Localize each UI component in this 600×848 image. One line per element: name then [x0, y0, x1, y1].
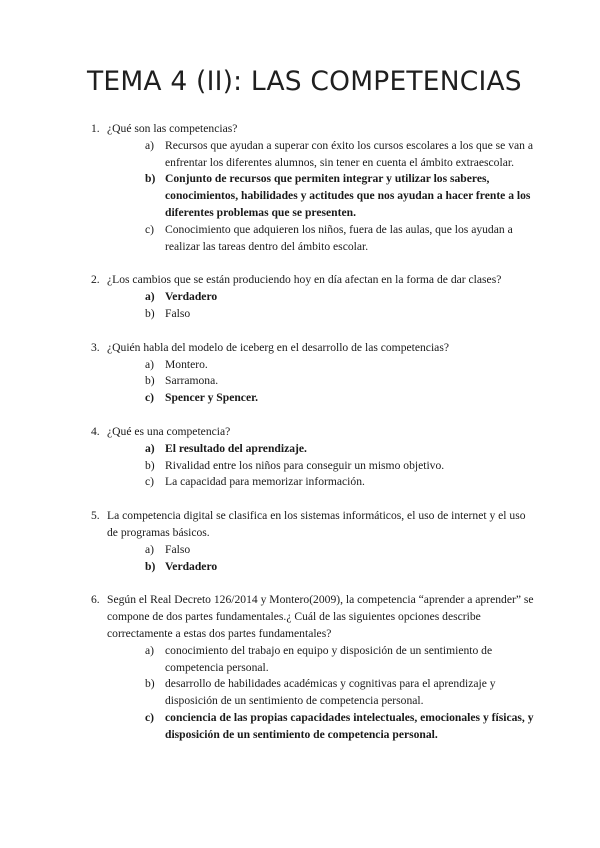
question-number: 3.: [91, 340, 100, 354]
option-letter: b): [145, 559, 156, 573]
option-text: Rivalidad entre los niños para conseguir un mismo objetivo.: [165, 458, 445, 472]
question-item: [88, 272, 538, 322]
answer-option: [145, 357, 538, 374]
question-item: [88, 121, 538, 255]
option-text: Conocimiento que adquieren los niños, fuera de las aulas, que los ayudan a realizar las tareas dentro del ámbito escolar.: [165, 222, 513, 253]
option-text: Sarramona.: [165, 374, 219, 388]
option-letter: a): [145, 542, 155, 556]
option-letter: b): [145, 374, 155, 388]
option-letter: b): [145, 172, 156, 186]
question-item: [88, 508, 538, 575]
question-item: [88, 592, 538, 743]
answer-option: [145, 373, 538, 390]
answer-options: [107, 357, 538, 407]
option-text: conocimiento del trabajo en equipo y disposición de un sentimiento de competencia personal.: [165, 643, 493, 674]
page-title: TEMA 4 (II): LAS COMPETENCIAS: [87, 66, 522, 97]
option-letter: a): [145, 138, 155, 152]
option-text: conciencia de las propias capacidades intelectuales, emocionales y físicas, y disposición de un sentimiento de competencia personal.: [165, 710, 534, 741]
option-text: La capacidad para memorizar información.: [165, 475, 365, 489]
answer-option-correct: [145, 289, 538, 306]
option-text: Recursos que ayudan a superar con éxito los cursos escolares a los que se van a enfrentar los diferentes alumnos, sin tener en cuenta el ámbito extraescolar.: [165, 138, 533, 169]
question-text: ¿Qué es una competencia?: [107, 424, 231, 438]
option-text: Verdadero: [165, 290, 218, 304]
option-letter: a): [145, 643, 155, 657]
question-text: ¿Qué son las competencias?: [107, 122, 238, 135]
question-number: 2.: [91, 273, 100, 287]
option-text: Verdadero: [165, 559, 218, 573]
option-text: Conjunto de recursos que permiten integrar y utilizar los saberes, conocimientos, habilidades y actitudes que nos ayudan a hacer frente a los diferentes problemas que se presenten.: [165, 172, 531, 219]
answer-options: [107, 643, 538, 744]
option-letter: c): [145, 710, 155, 724]
question-text: Según el Real Decreto 126/2014 y Montero(2009), la competencia “aprender a aprender” se compone de dos partes fundamentales.¿ Cuál de las siguientes opciones describe correctamente a estas dos partes fundamentales?: [107, 593, 534, 640]
option-text: Falso: [165, 542, 191, 556]
answer-option: [145, 306, 538, 323]
question-item: [88, 424, 538, 491]
option-letter: b): [145, 458, 155, 472]
option-text: Montero.: [165, 357, 208, 371]
option-text: desarrollo de habilidades académicas y cognitivas para el aprendizaje y disposición de un sentimiento de competencia personal.: [165, 677, 496, 708]
option-letter: a): [145, 357, 155, 371]
answer-option-correct: [145, 171, 538, 221]
question-text: ¿Quién habla del modelo de iceberg en el desarrollo de las competencias?: [107, 340, 449, 354]
answer-option-correct: [145, 390, 538, 407]
answer-options: [107, 138, 538, 256]
answer-option: [145, 222, 538, 256]
question-list: [88, 121, 538, 761]
option-letter: a): [145, 290, 155, 304]
question-number: 6.: [91, 593, 100, 607]
answer-option-correct: [145, 710, 538, 744]
question-text: La competencia digital se clasifica en los sistemas informáticos, el uso de internet y el uso de programas básicos.: [107, 509, 526, 539]
option-letter: b): [145, 677, 155, 691]
answer-options: [107, 289, 538, 323]
answer-option: [145, 643, 538, 677]
answer-option-correct: [145, 441, 538, 458]
question-number: 4.: [91, 424, 100, 438]
option-text: Spencer y Spencer.: [165, 391, 259, 405]
answer-option: [145, 474, 538, 491]
answer-option: [145, 138, 538, 172]
answer-option: [145, 542, 538, 559]
option-text: Falso: [165, 306, 191, 320]
option-letter: c): [145, 475, 155, 489]
question-item: [88, 340, 538, 407]
answer-options: [107, 441, 538, 491]
option-text: El resultado del aprendizaje.: [165, 441, 307, 455]
option-letter: c): [145, 222, 155, 236]
option-letter: b): [145, 306, 155, 320]
option-letter: c): [145, 391, 155, 405]
answer-options: [107, 542, 538, 576]
option-letter: a): [145, 441, 155, 455]
question-text: ¿Los cambios que se están produciendo hoy en día afectan en la forma de dar clases?: [107, 273, 502, 287]
answer-option: [145, 458, 538, 475]
question-number: 1.: [91, 122, 100, 135]
answer-option: [145, 676, 538, 710]
answer-option-correct: [145, 559, 538, 576]
question-number: 5.: [91, 509, 100, 523]
